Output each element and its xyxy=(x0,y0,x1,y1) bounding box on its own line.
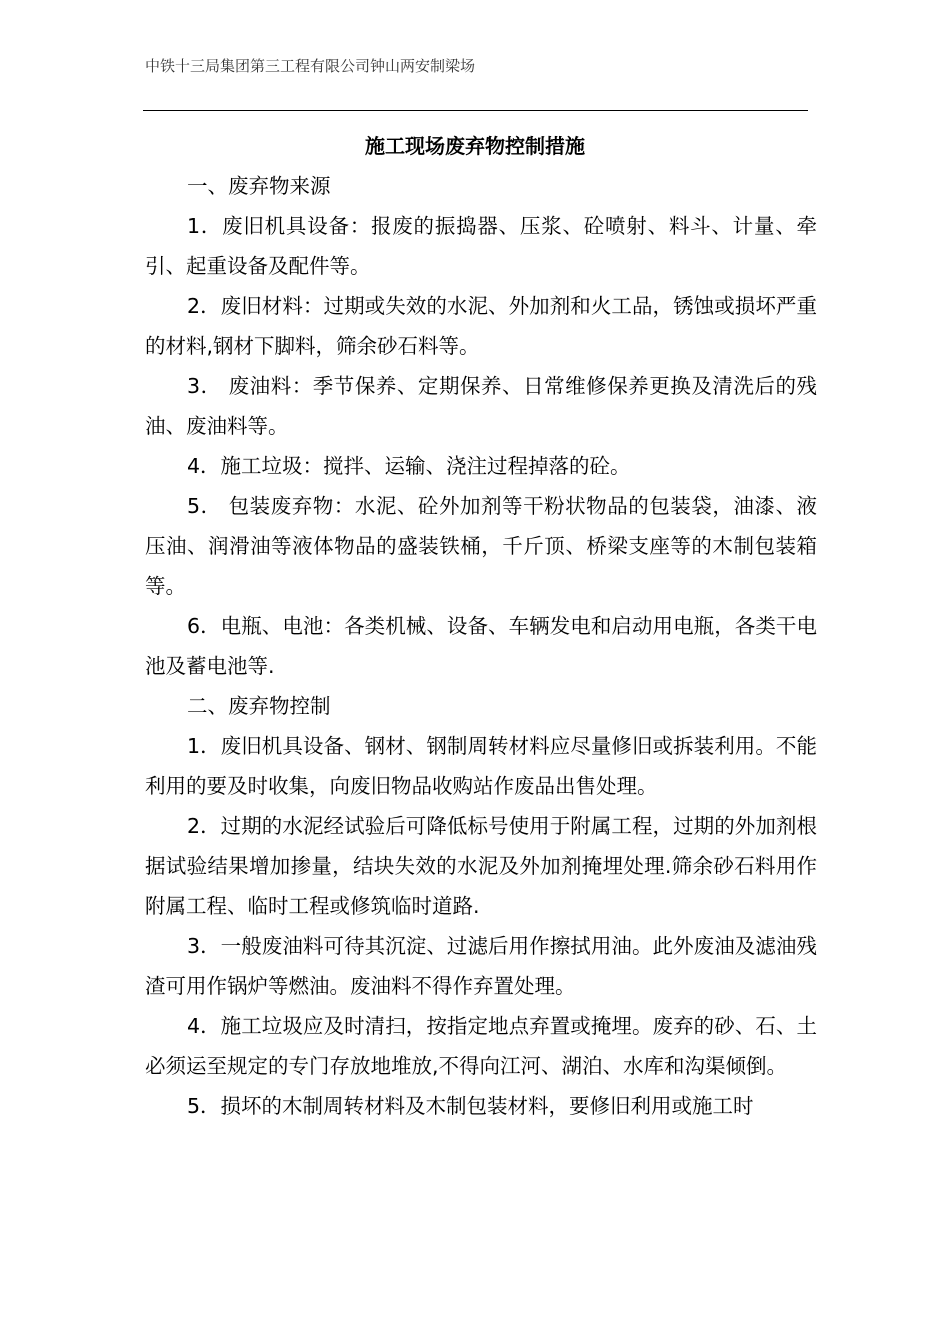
paragraph: 2．过期的水泥经试验后可降低标号使用于附属工程，过期的外加剂根据试验结果增加掺量，结块失效的水泥及外加剂掩埋处理.筛余砂石料用作附属工程、临时工程或修筑临时道路. xyxy=(145,814,817,918)
paragraph: 4．施工垃圾应及时清扫，按指定地点弃置或掩埋。废弃的砂、石、土必须运至规定的专门存放地堆放,不得向江河、湖泊、水库和沟渠倾倒。 xyxy=(145,1014,817,1078)
document-body xyxy=(145,166,817,1126)
paragraph: 4．施工垃圾：搅拌、运输、浇注过程掉落的砼。 xyxy=(187,454,631,478)
paragraph: 2．废旧材料：过期或失效的水泥、外加剂和火工品，锈蚀或损坏严重的材料,钢材下脚料，筛余砂石料等。 xyxy=(145,294,817,358)
section-heading-control: 二、废弃物控制 xyxy=(187,694,331,718)
document-title: 施工现场废弃物控制措施 xyxy=(365,134,585,158)
section-heading-sources: 一、废弃物来源 xyxy=(187,174,331,198)
paragraph: 1．废旧机具设备、钢材、钢制周转材料应尽量修旧或拆装利用。不能利用的要及时收集，向废旧物品收购站作废品出售处理。 xyxy=(145,734,817,798)
page-header-company: 中铁十三局集团第三工程有限公司钟山两安制梁场 xyxy=(145,57,476,75)
header-divider xyxy=(143,110,808,111)
paragraph: 3． 废油料：季节保养、定期保养、日常维修保养更换及清洗后的残油、废油料等。 xyxy=(145,374,817,438)
paragraph: 6．电瓶、电池：各类机械、设备、车辆发电和启动用电瓶，各类干电池及蓄电池等. xyxy=(145,614,817,678)
paragraph: 5．损坏的木制周转材料及木制包装材料，要修旧利用或施工时 xyxy=(187,1094,754,1118)
paragraph: 1．废旧机具设备：报废的振捣器、压浆、砼喷射、料斗、计量、牵引、起重设备及配件等。 xyxy=(145,214,817,278)
paragraph: 3．一般废油料可待其沉淀、过滤后用作擦拭用油。此外废油及滤油残渣可用作锅炉等燃油。废油料不得作弃置处理。 xyxy=(145,934,817,998)
paragraph: 5． 包装废弃物：水泥、砼外加剂等干粉状物品的包装袋，油漆、液压油、润滑油等液体物品的盛装铁桶，千斤顶、桥梁支座等的木制包装箱等。 xyxy=(145,494,817,598)
